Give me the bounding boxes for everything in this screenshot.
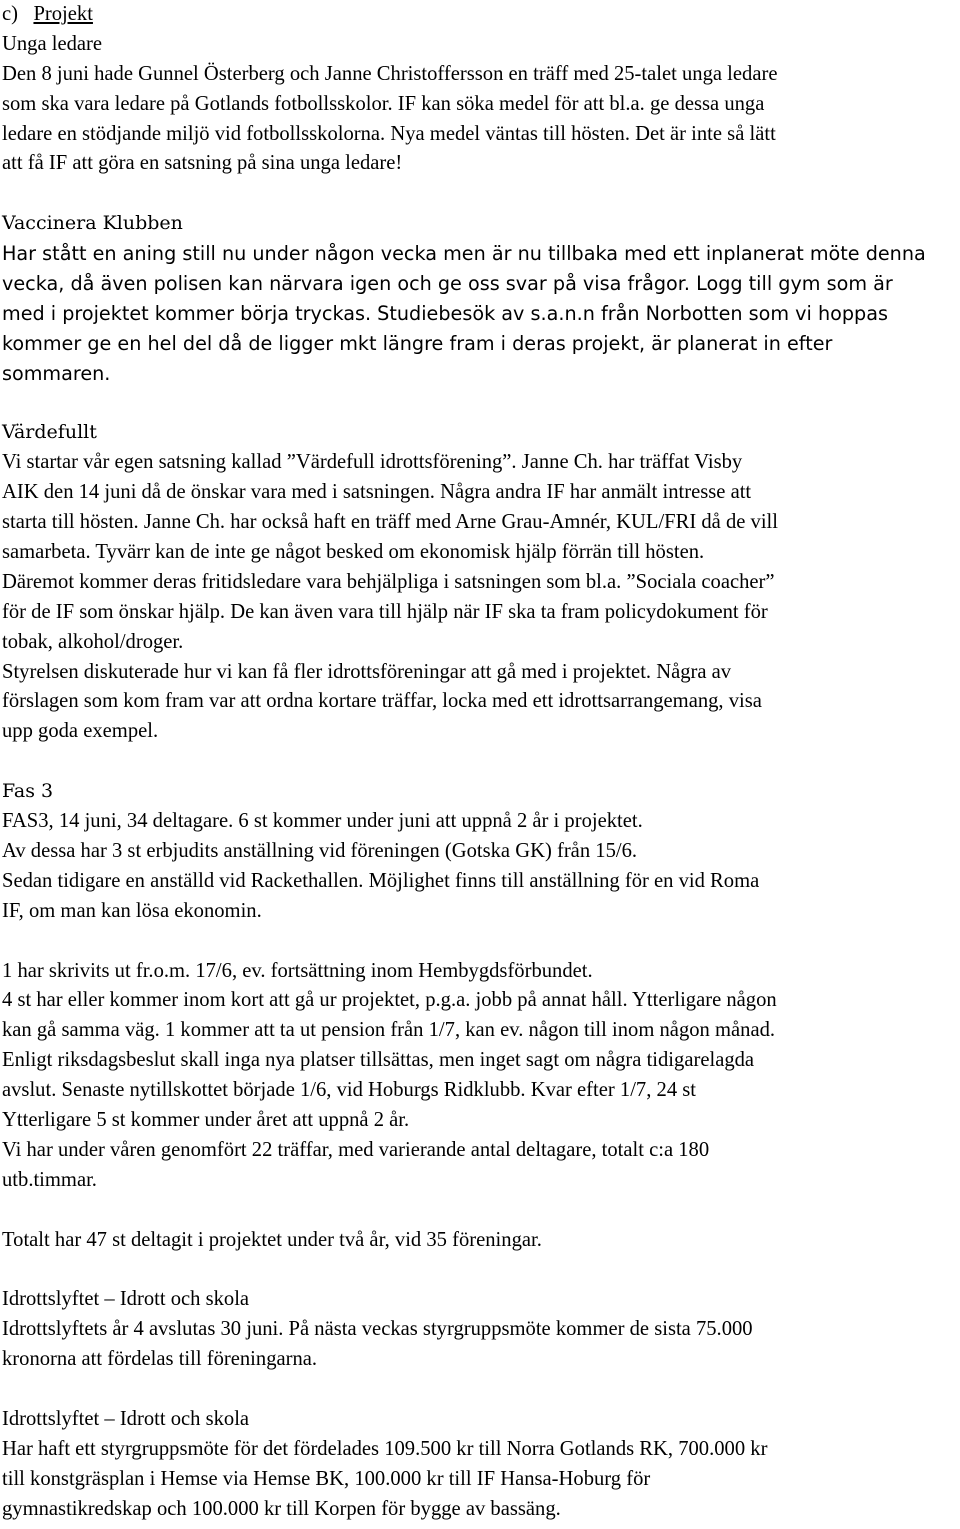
paragraph-line: AIK den 14 juni då de önskar vara med i satsningen. Några andra IF har anmält intresse att (2, 481, 752, 504)
paragraph-line: utb.timmar. (2, 1168, 97, 1191)
paragraph-line: avslut. Senaste nytillskottet började 1/6, vid Hoburgs Ridklubb. Kvar efter 1/7, 24 st (2, 1079, 697, 1102)
paragraph-line: IF, om man kan lösa ekonomin. (2, 899, 262, 922)
paragraph-line: upp goda exempel. (2, 720, 159, 743)
document-sections (2, 30, 958, 1525)
section-heading: Idrottslyftet – Idrott och skola (2, 1288, 250, 1311)
paragraph-line: kronorna att fördelas till föreningarna. (2, 1348, 318, 1371)
blank-line (2, 1255, 958, 1285)
paragraph-line: Enligt riksdagsbeslut skall inga nya platser tillsättas, men inget sagt om några tidigarelagda (2, 1049, 755, 1072)
paragraph-line: förslagen som kom fram var att ordna kortare träffar, locka med ett idrottsarrangemang, visa (2, 690, 762, 713)
paragraph-line: Däremot kommer deras fritidsledare vara behjälpliga i satsningen som bl.a. ”Sociala coacher” (2, 570, 775, 593)
paragraph-line: för de IF som önskar hjälp. De kan även vara till hjälp när IF ska ta fram policydokument för (2, 600, 768, 623)
section-heading: Unga ledare (2, 32, 103, 55)
document-body (2, 0, 958, 1524)
paragraph-line: Styrelsen diskuterade hur vi kan få fler idrottsföreningar att gå med i projektet. Några av (2, 660, 732, 683)
paragraph-line: Ytterligare 5 st kommer under året att uppnå 2 år. (2, 1108, 410, 1131)
blank-line (2, 927, 958, 957)
paragraph-line: 1 har skrivits ut fr.o.m. 17/6, ev. fortsättning inom Hembygdsförbundet. (2, 959, 593, 982)
paragraph-line: Vi startar vår egen satsning kallad ”Värdefull idrottsförening”. Janne Ch. har träffat Visby (2, 451, 743, 474)
paragraph-line: tobak, alkohol/droger. (2, 630, 184, 653)
paragraph-line: samarbeta. Tyvärr kan de inte ge något besked om ekonomisk hjälp förrän till hösten. (2, 541, 705, 564)
section-title-text: Projekt (33, 3, 93, 25)
paragraph-line: vecka, då även polisen kan närvara igen och ge oss svar på visa frågor. Logg till gym som är (2, 272, 893, 296)
paragraph-line: till konstgräsplan i Hemse via Hemse BK, 100.000 kr till IF Hansa-Hoburg för (2, 1467, 651, 1490)
blank-line (2, 389, 958, 419)
document-section (2, 389, 958, 748)
paragraph-line: med i projektet kommer börja tryckas. Studiebesök av s.a.n.n från Norbotten som vi hoppas (2, 301, 888, 325)
section-heading: Fas 3 (2, 780, 54, 803)
section-heading: Värdefullt (2, 421, 97, 444)
document-section (2, 179, 958, 388)
paragraph-line: Vi har under våren genomfört 22 träffar, med varierande antal deltagare, totalt c:a 180 (2, 1138, 710, 1161)
paragraph-line: kommer ge en hel del då de ligger mkt längre fram i deras projekt, är planerat in efter (2, 331, 833, 355)
paragraph-line: gymnastikredskap och 100.000 kr till Korpen för bygge av bassäng. (2, 1497, 561, 1520)
paragraph-line: sommaren. (2, 361, 111, 385)
paragraph-line: ledare en stödjande miljö vid fotbollsskolorna. Nya medel väntas till hösten. Det är inte så lätt (2, 122, 776, 145)
paragraph-line: Av dessa har 3 st erbjudits anställning vid föreningen (Gotska GK) från 15/6. (2, 839, 638, 862)
paragraph-line: Har stått en aning still nu under någon vecka men är nu tillbaka med ett inplanerat möte denna (2, 242, 926, 266)
blank-line (2, 747, 958, 777)
document-section (2, 30, 958, 179)
paragraph-line: kan gå samma väg. 1 kommer att ta ut pension från 1/7, kan ev. någon till inom någon månad. (2, 1019, 776, 1042)
section-prefix: c) (2, 3, 18, 25)
section-heading: Vaccinera Klubben (2, 212, 183, 235)
paragraph-line: FAS3, 14 juni, 34 deltagare. 6 st kommer under juni att uppnå 2 år i projektet. (2, 810, 643, 833)
paragraph-line: att få IF att göra en satsning på sina unga ledare! (2, 152, 403, 175)
paragraph-line: Totalt har 47 st deltagit i projektet under två år, vid 35 föreningar. (2, 1228, 542, 1251)
paragraph-line: som ska vara ledare på Gotlands fotbollsskolor. IF kan söka medel för att bl.a. ge dessa unga (2, 92, 765, 115)
paragraph-line: Har haft ett styrgruppsmöte för det fördelades 109.500 kr till Norra Gotlands RK, 700.000 kr (2, 1437, 768, 1460)
blank-line (2, 1196, 958, 1226)
paragraph-line: starta till hösten. Janne Ch. har också haft en träff med Arne Grau-Amnér, KUL/FRI då de vill (2, 511, 778, 534)
document-section (2, 1375, 958, 1524)
document-section (2, 747, 958, 1255)
paragraph-line: Idrottslyftets år 4 avslutas 30 juni. På nästa veckas styrgruppsmöte kommer de sista 75.000 (2, 1318, 753, 1341)
document-section (2, 1255, 958, 1375)
blank-line (2, 1375, 958, 1405)
blank-line (2, 179, 958, 209)
paragraph-line: Sedan tidigare en anställd vid Rackethallen. Möjlighet finns till anställning för en vid Roma (2, 869, 760, 892)
section-heading: Idrottslyftet – Idrott och skola (2, 1407, 250, 1430)
section-title (2, 0, 958, 30)
paragraph-line: 4 st har eller kommer inom kort att gå ur projektet, p.g.a. jobb på annat håll. Ytterligare någon (2, 989, 777, 1012)
paragraph-line: Den 8 juni hade Gunnel Österberg och Janne Christoffersson en träff med 25-talet unga ledare (2, 62, 778, 85)
